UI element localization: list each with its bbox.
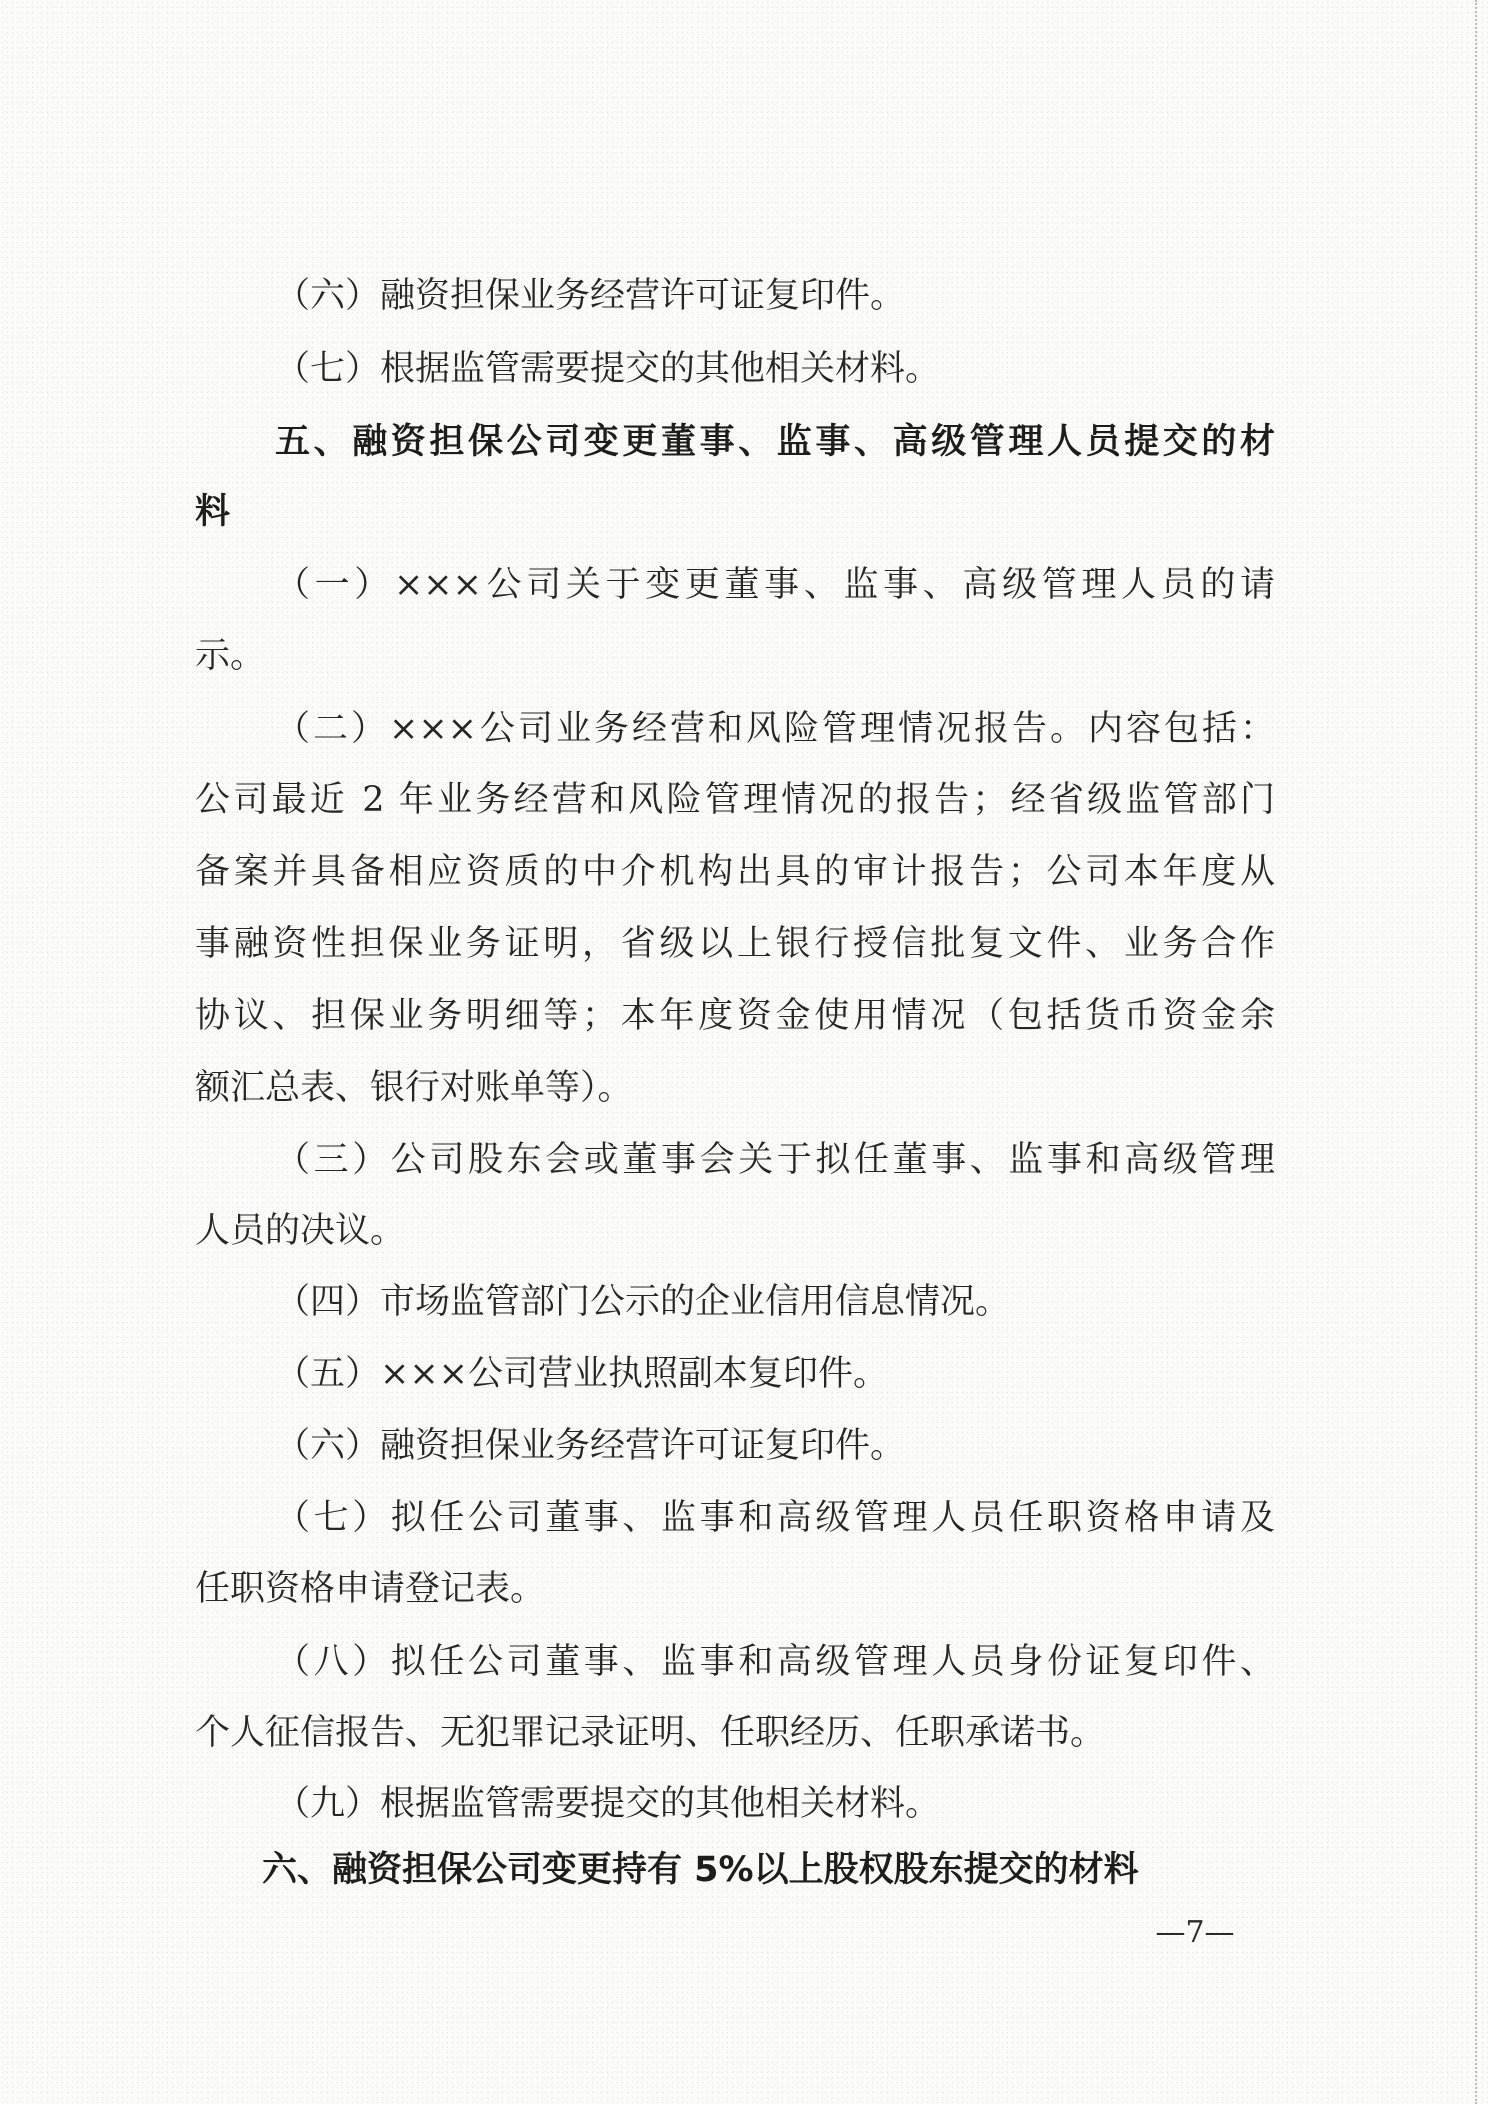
section-5-item-7-cont: 任职资格申请登记表。	[195, 1569, 546, 1609]
section-5-heading: 五、融资担保公司变更董事、监事、高级管理人员提交的材	[275, 422, 1275, 462]
section-5-item-8-cont: 个人征信报告、无犯罪记录证明、任职经历、任职承诺书。	[195, 1713, 1106, 1753]
section-5-item-5: （五）×××公司营业执照副本复印件。	[275, 1354, 888, 1394]
section-5-item-6: （六）融资担保业务经营许可证复印件。	[275, 1426, 906, 1466]
section-5-item-7: （七）拟任公司董事、监事和高级管理人员任职资格申请及	[275, 1498, 1275, 1538]
section-5-item-2-line-3: 备案并具备相应资质的中介机构出具的审计报告；公司本年度从	[195, 852, 1275, 892]
section-5-item-2-line-2: 公司最近 2 年业务经营和风险管理情况的报告；经省级监管部门	[195, 780, 1275, 820]
section-5-item-2-line-6: 额汇总表、银行对账单等）。	[195, 1068, 633, 1108]
section-5-heading-cont: 料	[195, 492, 231, 532]
section-6-heading: 六、融资担保公司变更持有 5%以上股权股东提交的材料	[262, 1850, 1139, 1890]
page-number: —7—	[1155, 1915, 1235, 1950]
section-5-item-2-line-5: 协议、担保业务明细等；本年度资金使用情况（包括货币资金余	[195, 996, 1275, 1036]
item-6-license-copy: （六）融资担保业务经营许可证复印件。	[275, 276, 906, 316]
item-7-other-materials: （七）根据监管需要提交的其他相关材料。	[275, 349, 941, 389]
section-5-item-2: （二）×××公司业务经营和风险管理情况报告。内容包括：	[275, 709, 1275, 749]
section-5-item-3: （三）公司股东会或董事会关于拟任董事、监事和高级管理	[275, 1140, 1275, 1180]
section-5-item-1: （一）×××公司关于变更董事、监事、高级管理人员的请	[275, 565, 1275, 605]
section-5-item-2-line-4: 事融资性担保业务证明，省级以上银行授信批复文件、业务合作	[195, 924, 1275, 964]
scan-edge	[1475, 0, 1480, 2104]
section-5-item-9: （九）根据监管需要提交的其他相关材料。	[275, 1784, 941, 1824]
section-5-item-4: （四）市场监管部门公示的企业信用信息情况。	[275, 1282, 1011, 1322]
section-5-item-3-cont: 人员的决议。	[195, 1211, 406, 1251]
section-5-item-8: （八）拟任公司董事、监事和高级管理人员身份证复印件、	[275, 1642, 1275, 1682]
section-5-item-1-cont: 示。	[195, 636, 266, 676]
